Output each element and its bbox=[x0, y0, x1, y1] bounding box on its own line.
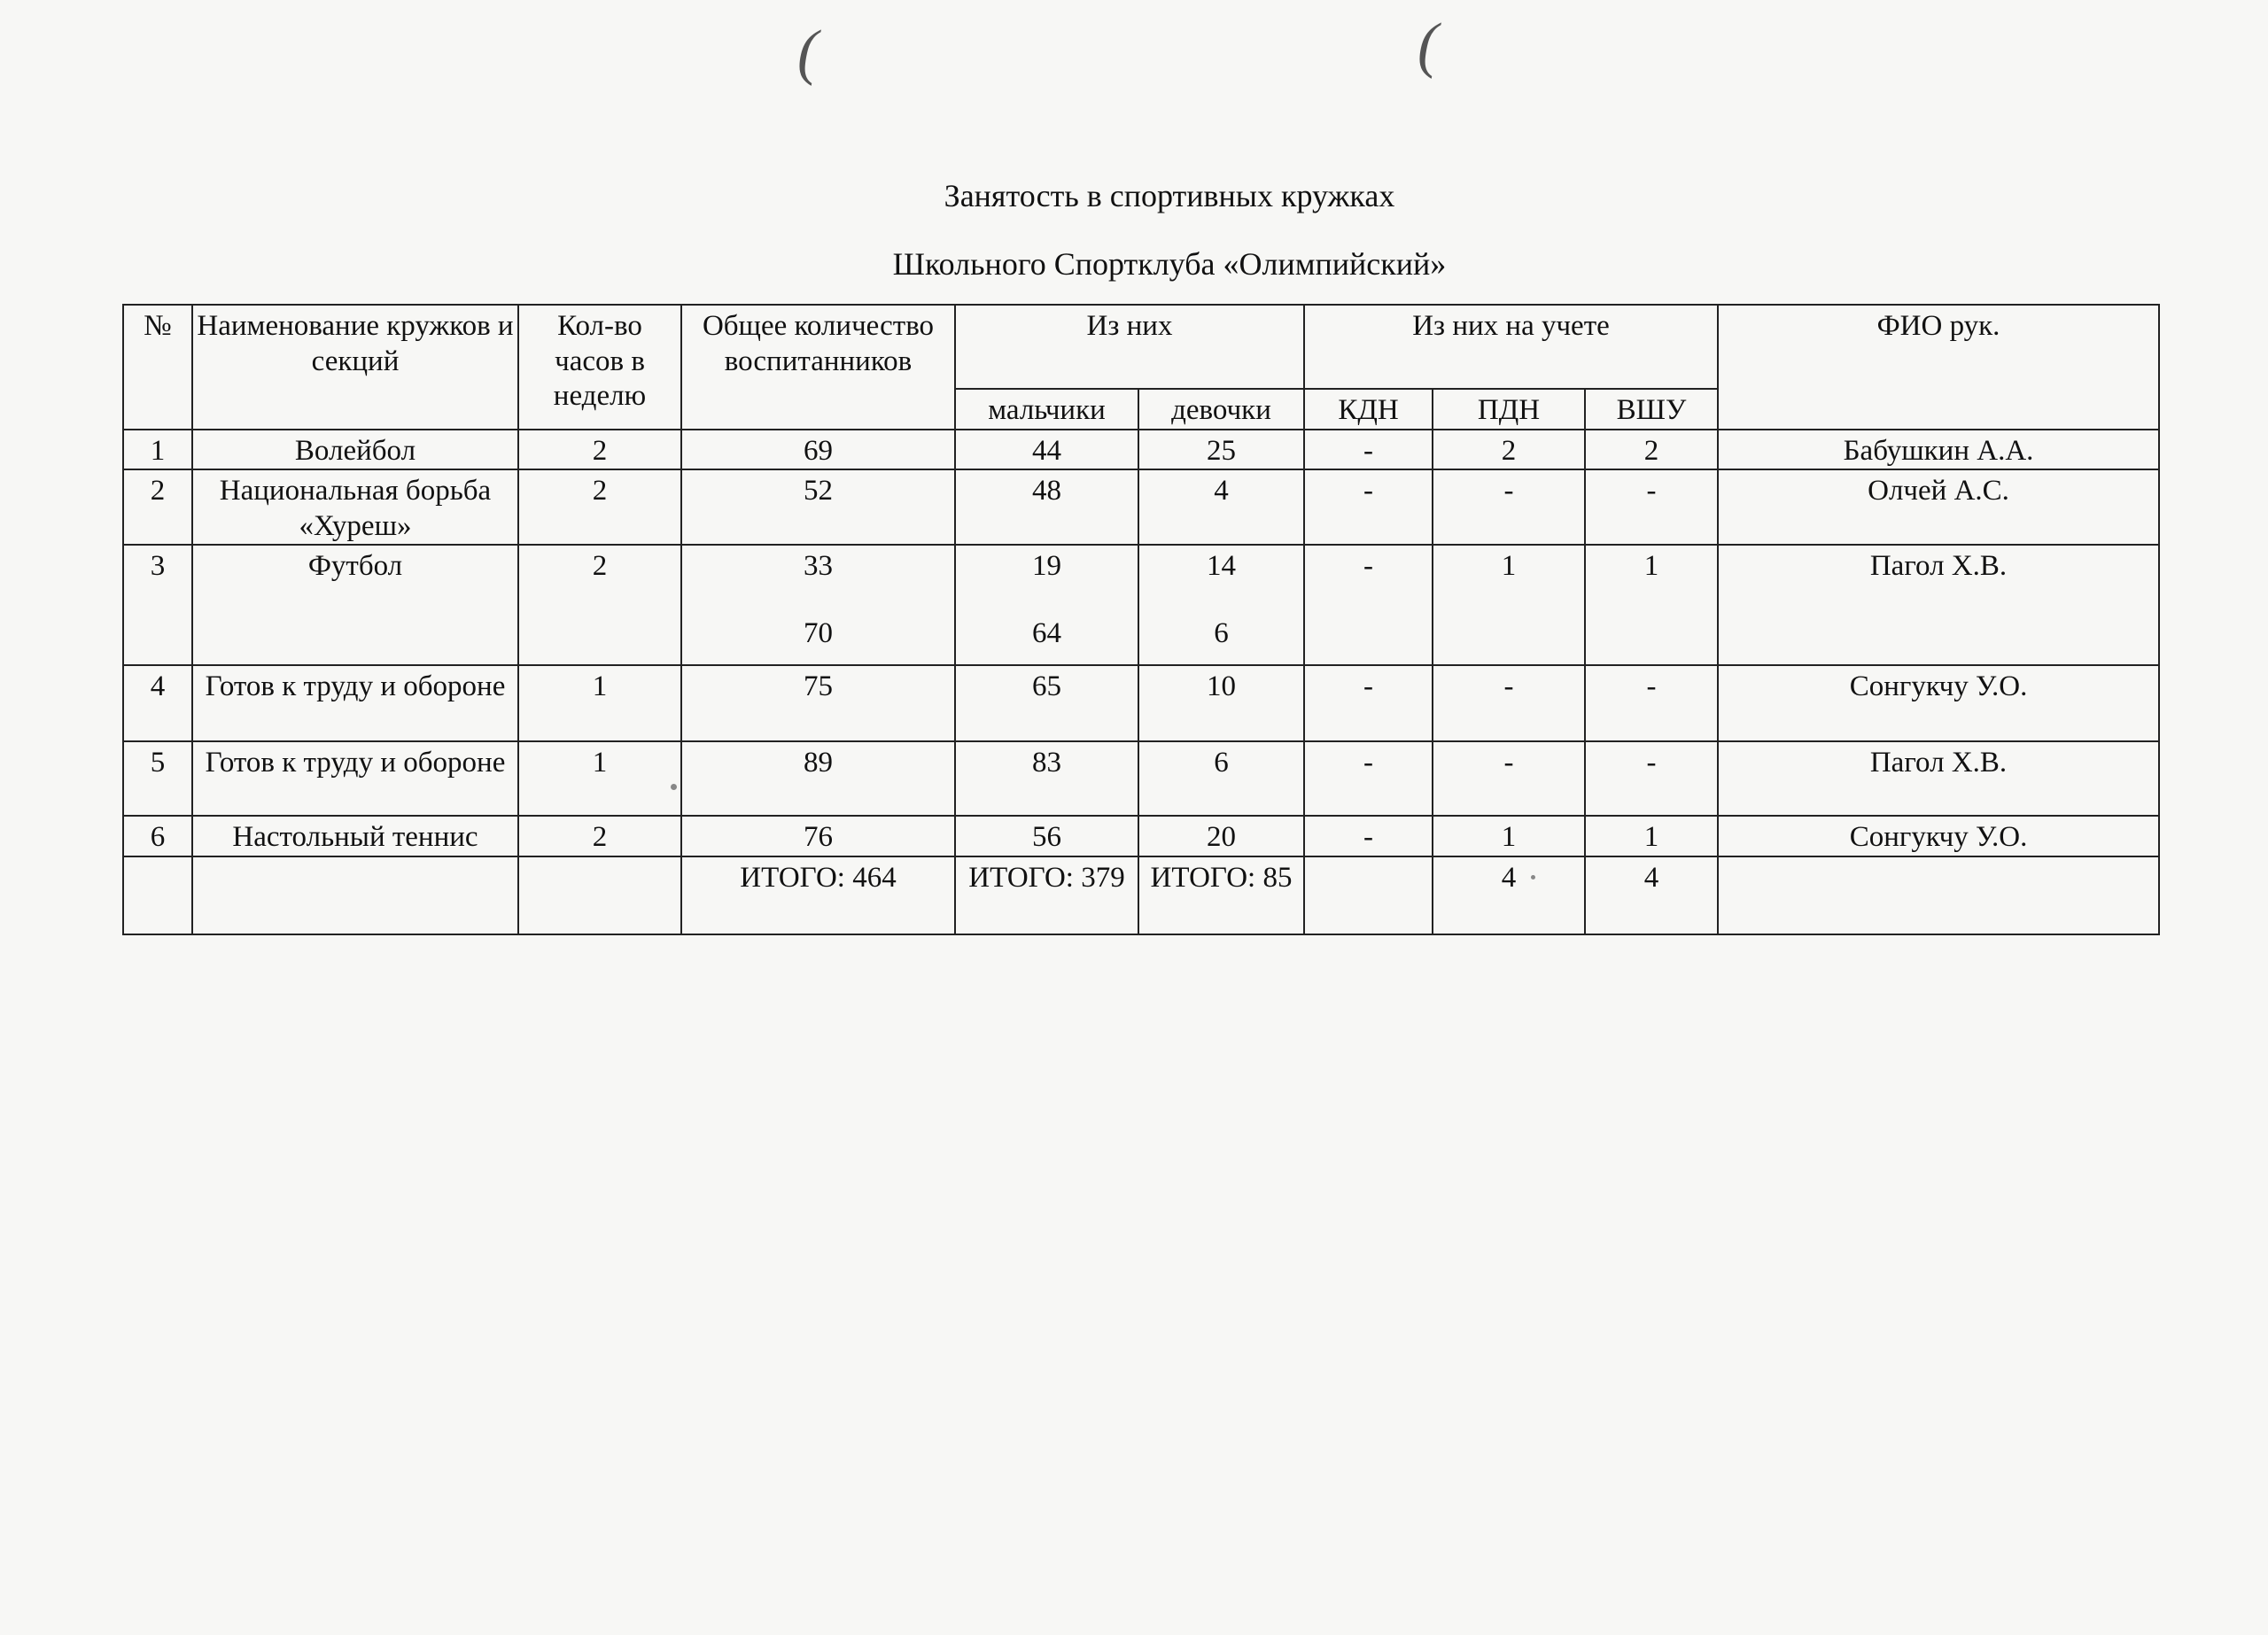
cell-pdn: 1 bbox=[1433, 816, 1585, 856]
stray-mark: ( bbox=[797, 19, 819, 87]
header-num: № bbox=[123, 305, 192, 430]
cell-total: 52 bbox=[681, 469, 955, 545]
cell-head: Олчей А.С. bbox=[1718, 469, 2159, 545]
cell-head: Пагол Х.В. bbox=[1718, 741, 2159, 816]
cell-name: Футбол bbox=[192, 545, 518, 665]
header-hours: Кол-во часов в неделю bbox=[518, 305, 681, 430]
cell-vshu: 2 bbox=[1585, 430, 1718, 470]
cell-boys: 48 bbox=[955, 469, 1138, 545]
cell-girls-line2: 6 bbox=[1214, 616, 1229, 649]
cell-vshu-sum: 4 bbox=[1585, 856, 1718, 934]
cell-head: Сонгукчу У.О. bbox=[1718, 665, 2159, 741]
cell-hours: 2 bbox=[518, 469, 681, 545]
cell-head: Сонгукчу У.О. bbox=[1718, 816, 2159, 856]
cell-head: Бабушкин А.А. bbox=[1718, 430, 2159, 470]
cell-girls-sum: ИТОГО: 85 bbox=[1138, 856, 1304, 934]
cell-empty bbox=[123, 856, 192, 934]
cell-empty bbox=[1718, 856, 2159, 934]
cell-boys: 65 bbox=[955, 665, 1138, 741]
cell-hours: 2 bbox=[518, 430, 681, 470]
table-row bbox=[123, 469, 2159, 545]
cell-girls: 20 bbox=[1138, 816, 1304, 856]
cell-girls: 10 bbox=[1138, 665, 1304, 741]
cell-girls: 6 bbox=[1138, 741, 1304, 816]
scan-speck bbox=[671, 784, 677, 790]
cell-girls-line1: 14 bbox=[1207, 550, 1236, 583]
cell-boys-line2: 64 bbox=[1032, 616, 1061, 649]
cell-kdn: - bbox=[1304, 741, 1433, 816]
cell-girls: 25 bbox=[1138, 430, 1304, 470]
cell-kdn: - bbox=[1304, 469, 1433, 545]
cell-boys: 83 bbox=[955, 741, 1138, 816]
cell-pdn-sum: 4 bbox=[1433, 856, 1585, 934]
page-title: Занятость в спортивных кружках bbox=[944, 178, 1395, 213]
cell-boys-sum: ИТОГО: 379 bbox=[955, 856, 1138, 934]
cell-name: Волейбол bbox=[192, 430, 518, 470]
page-subtitle: Школьного Спортклуба «Олимпийский» bbox=[892, 246, 1447, 282]
cell-girls bbox=[1138, 545, 1304, 665]
cell-num: 5 bbox=[123, 741, 192, 816]
cell-boys: 44 bbox=[955, 430, 1138, 470]
cell-boys-line1: 19 bbox=[1032, 550, 1061, 583]
table-row bbox=[123, 665, 2159, 741]
cell-hours: 2 bbox=[518, 545, 681, 665]
cell-num: 1 bbox=[123, 430, 192, 470]
header-row bbox=[123, 305, 2159, 389]
header-kdn: КДН bbox=[1304, 389, 1433, 430]
cell-pdn: 2 bbox=[1433, 430, 1585, 470]
cell-name: Готов к труду и обороне bbox=[192, 665, 518, 741]
cell-pdn: - bbox=[1433, 741, 1585, 816]
cell-empty bbox=[518, 856, 681, 934]
totals-row bbox=[123, 856, 2159, 934]
table-row bbox=[123, 816, 2159, 856]
header-of-them: Из них bbox=[955, 305, 1304, 389]
table-row bbox=[123, 430, 2159, 470]
cell-hours: 1 bbox=[518, 665, 681, 741]
cell-vshu: - bbox=[1585, 469, 1718, 545]
cell-hours: 2 bbox=[518, 816, 681, 856]
cell-total-line1: 33 bbox=[804, 550, 833, 583]
cell-total: 69 bbox=[681, 430, 955, 470]
stray-mark: ( bbox=[1418, 12, 1439, 80]
cell-vshu: - bbox=[1585, 741, 1718, 816]
cell-kdn: - bbox=[1304, 816, 1433, 856]
cell-num: 3 bbox=[123, 545, 192, 665]
cell-total bbox=[681, 545, 955, 665]
cell-empty bbox=[192, 856, 518, 934]
cell-pdn: - bbox=[1433, 665, 1585, 741]
sports-clubs-table bbox=[122, 304, 2160, 935]
table-row bbox=[123, 545, 2159, 665]
header-name: Наименование кружков и секций bbox=[192, 305, 518, 430]
cell-total-sum: ИТОГО: 464 bbox=[681, 856, 955, 934]
cell-hours: 1 bbox=[518, 741, 681, 816]
header-boys: мальчики bbox=[955, 389, 1138, 430]
cell-pdn: - bbox=[1433, 469, 1585, 545]
cell-head: Пагол Х.В. bbox=[1718, 545, 2159, 665]
cell-kdn: - bbox=[1304, 665, 1433, 741]
cell-total-line2: 70 bbox=[804, 616, 833, 649]
cell-girls: 4 bbox=[1138, 469, 1304, 545]
cell-vshu: - bbox=[1585, 665, 1718, 741]
cell-name: Национальная борьба «Хуреш» bbox=[192, 469, 518, 545]
cell-kdn: - bbox=[1304, 430, 1433, 470]
cell-total: 75 bbox=[681, 665, 955, 741]
cell-name: Настольный теннис bbox=[192, 816, 518, 856]
cell-boys bbox=[955, 545, 1138, 665]
cell-kdn: - bbox=[1304, 545, 1433, 665]
scan-speck bbox=[1531, 875, 1535, 879]
cell-vshu: 1 bbox=[1585, 816, 1718, 856]
cell-num: 4 bbox=[123, 665, 192, 741]
cell-pdn: 1 bbox=[1433, 545, 1585, 665]
header-pdn: ПДН bbox=[1433, 389, 1585, 430]
header-registered: Из них на учете bbox=[1304, 305, 1718, 389]
cell-vshu: 1 bbox=[1585, 545, 1718, 665]
table-row bbox=[123, 741, 2159, 816]
header-girls: девочки bbox=[1138, 389, 1304, 430]
header-total: Общее количество воспитанников bbox=[681, 305, 955, 430]
cell-total: 76 bbox=[681, 816, 955, 856]
cell-num: 6 bbox=[123, 816, 192, 856]
cell-name: Готов к труду и обороне bbox=[192, 741, 518, 816]
cell-total: 89 bbox=[681, 741, 955, 816]
cell-num: 2 bbox=[123, 469, 192, 545]
cell-empty bbox=[1304, 856, 1433, 934]
header-head: ФИО рук. bbox=[1718, 305, 2159, 430]
header-vshu: ВШУ bbox=[1585, 389, 1718, 430]
cell-boys: 56 bbox=[955, 816, 1138, 856]
